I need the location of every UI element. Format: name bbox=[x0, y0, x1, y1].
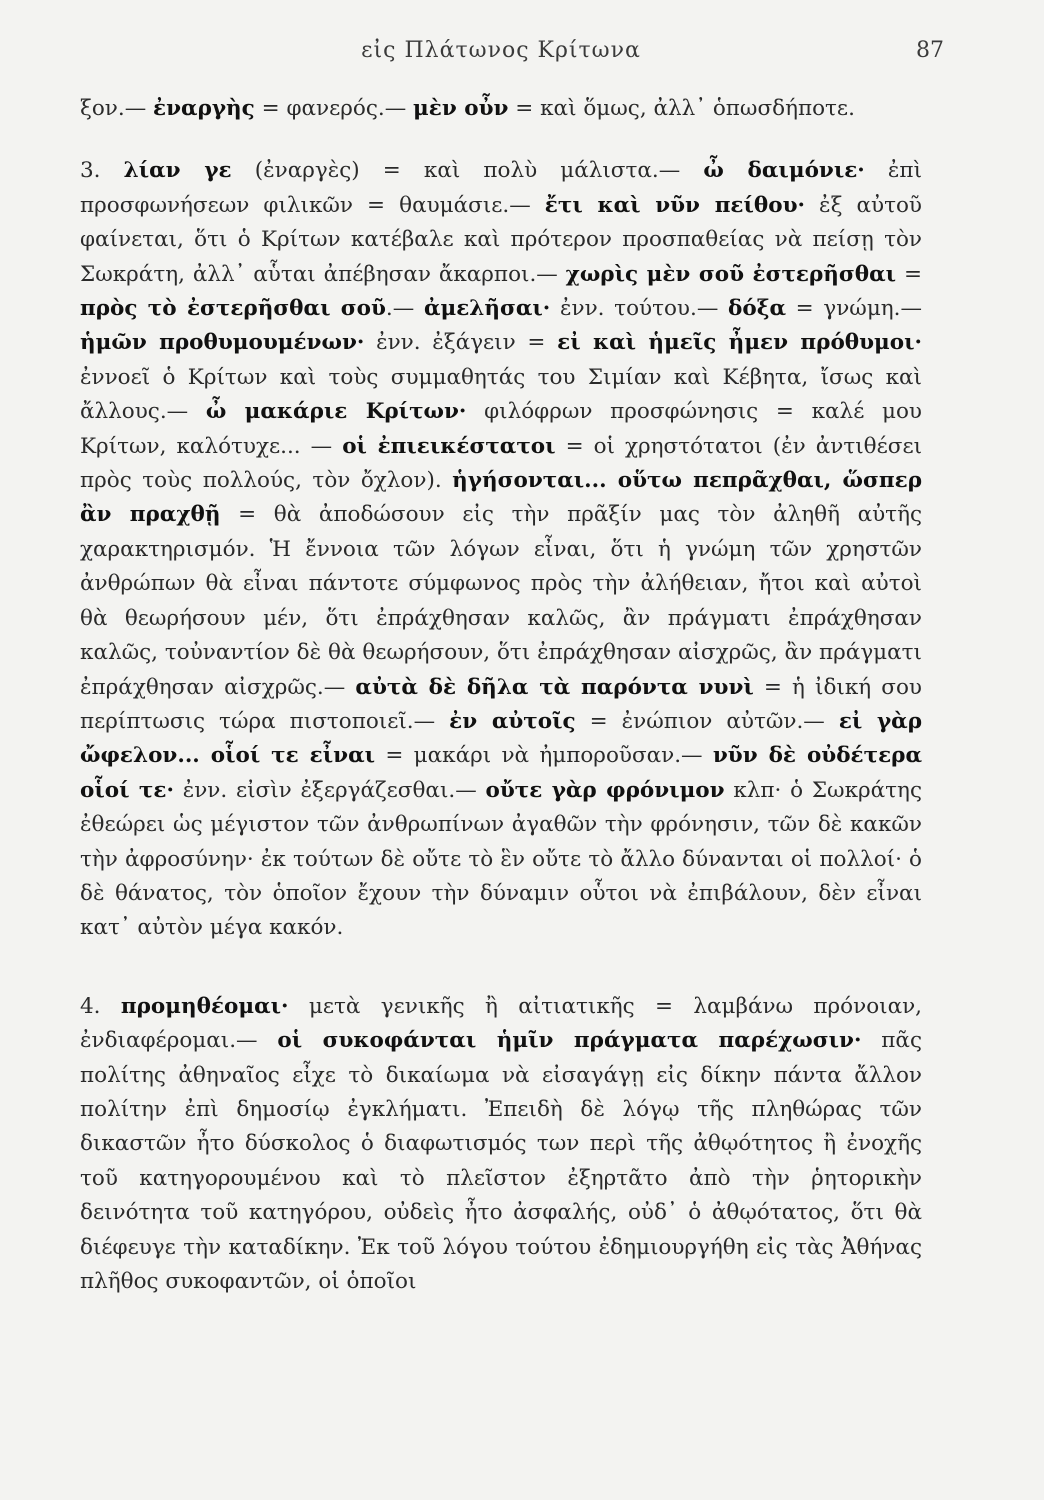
text-run: ἐνν. τούτου.— bbox=[550, 296, 729, 322]
lemma: ὦ δαιμόνιε· bbox=[703, 158, 865, 184]
lemma: ἐν αὐτοῖς bbox=[449, 708, 576, 734]
lemma: πρὸς τὸ ἐστερῆσθαι σοῦ bbox=[80, 296, 386, 322]
text-run: ἐννοεῖ ὁ Κρίτων καὶ τοὺς συμμαθητάς του Σιμίαν καὶ Κέβητα, ἴσως καὶ ἄλλους.— bbox=[80, 364, 922, 425]
lemma: οὔτε γὰρ φρόνιμον bbox=[485, 777, 725, 803]
paragraph-4 bbox=[80, 990, 922, 1300]
lemma: ἀμελῆσαι· bbox=[423, 296, 551, 322]
text-run: ἐξ αὐτοῦ φαίνεται, ὅτι ὁ Κρίτων κατέβαλε καὶ πρότερον προσπαθείας νὰ πείσῃ τὸν Σωκράτη, ἀλλ᾿ αὗται ἀπέβησαν ἄκαρποι.— bbox=[80, 192, 922, 287]
text-run: = ἐνώπιον αὐτῶν.— bbox=[575, 708, 839, 734]
text-run: .— bbox=[385, 296, 424, 322]
section-number: 4. bbox=[80, 993, 121, 1019]
lemma: ἡγήσονται... οὕτω πεπρᾶχθαι, ὥσπερ ἂν πραχθῇ bbox=[80, 468, 922, 528]
paragraph-3 bbox=[80, 154, 922, 945]
running-head bbox=[80, 38, 944, 78]
page-number: 87 bbox=[916, 38, 944, 63]
text-run: ξον.— bbox=[80, 96, 154, 121]
text-run: = ἡ ἰδική σου περίπτωσις τώρα πιστοποιεῖ.— bbox=[80, 674, 922, 734]
lemma: ὦ μακάριε Κρίτων· bbox=[205, 399, 467, 425]
lemma: οἱ συκοφάνται ἡμῖν πράγματα παρέχωσιν· bbox=[277, 1028, 862, 1054]
text-run: (ἐναργὲς) = καὶ πολὺ μάλιστα.— bbox=[231, 158, 704, 184]
text-run: ἐνν. εἰσὶν ἐξεργάζεσθαι.— bbox=[173, 777, 486, 803]
lemma: ἡμῶν προθυμουμένων· bbox=[80, 330, 365, 356]
lemma: ἔτι καὶ νῦν πείθου· bbox=[544, 192, 805, 218]
lemma: μὲν οὖν bbox=[413, 96, 509, 121]
text-run: = μακάρι νὰ ἠμποροῦσαν.— bbox=[375, 743, 713, 769]
lemma: αὐτὰ δὲ δῆλα τὰ παρόντα νυνὶ bbox=[355, 674, 754, 700]
lemma: οἱ ἐπιεικέστατοι bbox=[342, 433, 556, 459]
text-run: πᾶς πολίτης ἀθηναῖος εἶχε τὸ δικαίωμα νὰ εἰσαγάγῃ εἰς δίκην πάντα ἄλλον πολίτην ἐπὶ δημοσίῳ ἐγκλήματι. Ἐπειδὴ δὲ λόγῳ τῆς πληθώρας τῶν δικαστῶν ἦτο δύσκολος ὁ διαφωτισμός των περὶ τῆς ἀθῳότητος ἢ ἐνοχῆς τοῦ κατηγορουμένου καὶ τὸ πλεῖστον ἐξηρτᾶτο ἀπὸ τὴν ῥητορικὴν δεινότητα τοῦ κατηγόρου, οὐδεὶς ἦτο ἀσφαλής, οὐδ᾿ ὁ ἀθῳότατος, ὅτι θὰ διέφευγε τὴν καταδίκην. Ἐκ τοῦ λόγου τούτου ἐδημιουργήθη εἰς τὰς Ἀθήνας πλῆθος συκοφαντῶν, οἱ ὁποῖοι bbox=[80, 1028, 922, 1294]
text-run: κλπ· ὁ Σωκράτης ἐθεώρει ὡς μέγιστον τῶν ἀνθρωπίνων ἀγαθῶν τὴν φρόνησιν, τῶν δὲ κακῶν τὴν ἀφροσύνην· ἐκ τούτων δὲ οὔτε τὸ ἓν οὔτε τὸ ἄλλο δύνανται οἱ πολλοί· ὁ δὲ θάνατος, τὸν ὁποῖον ἔχουν τὴν δύναμιν οὗτοι νὰ ἐπιβάλουν, δὲν εἶναι κατ᾿ αὐτὸν μέγα κακόν. bbox=[80, 777, 922, 941]
text-run: = καὶ ὅμως, ἀλλ᾿ ὁπωσδήποτε. bbox=[508, 96, 855, 121]
paragraph-intro bbox=[80, 92, 922, 126]
text-run: ἐνν. ἐξάγειν = bbox=[364, 330, 558, 356]
text-run: φιλόφρων προσφώνησις = καλέ μου Κρίτων, καλότυχε... — bbox=[80, 399, 922, 459]
lemma: προμηθέομαι· bbox=[120, 993, 289, 1019]
lemma: δόξα bbox=[728, 296, 786, 322]
lemma: λίαν γε bbox=[123, 158, 232, 184]
lemma: εἰ γὰρ ὤφελον... οἷοί τε εἶναι bbox=[80, 708, 922, 769]
section-number: 3. bbox=[80, 158, 124, 184]
text-run: = φανερός.— bbox=[254, 96, 414, 121]
text-run: ἐπὶ προσφωνήσεων φιλικῶν = θαυμάσιε.— bbox=[80, 158, 922, 218]
lemma: εἰ καὶ ἡμεῖς ἦμεν πρόθυμοι· bbox=[557, 330, 923, 356]
text-run: = γνώμη.— bbox=[786, 296, 923, 322]
text-run: = θὰ ἀποδώσουν εἰς τὴν πρᾶξίν μας τὸν ἀληθῆ αὐτῆς χαρακτηρισμόν. Ἡ ἔννοια τῶν λόγων εἶναι, ὅτι ἡ γνώμη τῶν χρηστῶν ἀνθρώπων θὰ εἶναι πάντοτε σύμφωνος πρὸς τὴν ἀλήθειαν, ἤτοι καὶ αὐτοὶ θὰ θεωρήσουν μέν, ὅτι ἐπράχθησαν καλῶς, ἂν πράγματι ἐπράχθησαν καλῶς, τοὐναντίον δὲ θὰ θεωρήσουν, ὅτι ἐπράχθησαν αἰσχρῶς, ἂν πράγματι ἐπράχθησαν αἰσχρῶς.— bbox=[80, 502, 922, 700]
text-run: = bbox=[896, 261, 922, 287]
lemma: νῦν δὲ οὐδέτερα οἷοί τε· bbox=[80, 743, 923, 803]
running-title: εἰς Πλάτωνος Κρίτωνα bbox=[361, 38, 641, 63]
lemma: χωρὶς μὲν σοῦ ἐστερῆσθαι bbox=[565, 261, 897, 287]
lemma: ἐναργὴς bbox=[153, 96, 255, 121]
text-run: = οἱ χρηστότατοι (ἐν ἀντιθέσει πρὸς τοὺς πολλούς, τὸν ὄχλον). bbox=[80, 433, 923, 494]
text-run: μετὰ γενικῆς ἢ αἰτιατικῆς = λαμβάνω πρόνοιαν, ἐνδιαφέρομαι.— bbox=[80, 993, 922, 1054]
